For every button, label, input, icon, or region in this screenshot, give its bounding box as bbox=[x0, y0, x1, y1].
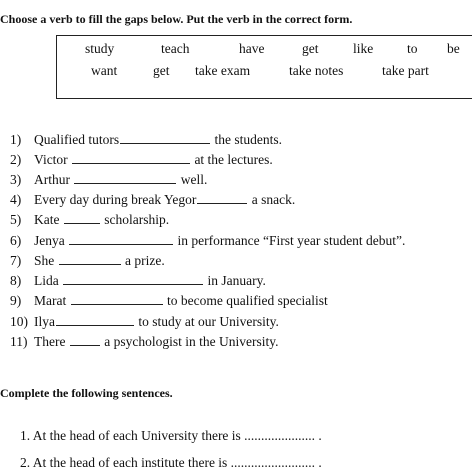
exercise-heading-choose-verb: Choose a verb to fill the gaps below. Put the verb in the correct form. bbox=[0, 12, 353, 26]
verb-take-exam: take exam bbox=[195, 63, 251, 78]
exercise-heading-complete: Complete the following sentences. bbox=[0, 386, 173, 400]
verb-teach: teach bbox=[161, 41, 190, 56]
verb-be: be bbox=[447, 41, 460, 56]
exercise-line-11: 11) There a psychologist in the University. bbox=[10, 334, 279, 349]
answer-gap[interactable] bbox=[56, 314, 134, 326]
answer-gap[interactable] bbox=[63, 273, 203, 285]
answer-gap[interactable] bbox=[69, 233, 173, 245]
verb-get: get bbox=[302, 41, 319, 56]
verb-like: like bbox=[353, 41, 374, 56]
answer-gap[interactable] bbox=[74, 172, 176, 184]
complete-sentence-2: 2. At the head of each institute there is ......................... . bbox=[20, 455, 322, 470]
exercise-line-5: 5) Kate scholarship. bbox=[10, 212, 170, 227]
answer-gap[interactable] bbox=[64, 212, 100, 224]
exercise-line-4: 4) Every day during break Yegor a snack. bbox=[10, 192, 296, 207]
answer-gap[interactable] bbox=[120, 132, 210, 144]
verb-to: to bbox=[407, 41, 418, 56]
complete-sentence-1: 1. At the head of each University there is ..................... . bbox=[20, 428, 322, 443]
verb-get-2: get bbox=[153, 63, 170, 78]
exercise-line-3: 3) Arthur well. bbox=[10, 172, 208, 187]
answer-gap[interactable] bbox=[70, 334, 100, 346]
verb-take-part: take part bbox=[382, 63, 429, 78]
exercise-line-9: 9) Marat to become qualified specialist bbox=[10, 293, 328, 308]
verb-study: study bbox=[85, 41, 115, 56]
exercise-line-6: 6) Jenya in performance “First year student debut”. bbox=[10, 233, 406, 248]
answer-gap[interactable] bbox=[71, 293, 163, 305]
verb-bank-box bbox=[56, 35, 472, 99]
exercise-line-2: 2) Victor at the lectures. bbox=[10, 152, 273, 167]
verb-want: want bbox=[91, 63, 118, 78]
exercise-line-7: 7) She a prize. bbox=[10, 253, 165, 268]
exercise-line-8: 8) Lida in January. bbox=[10, 273, 266, 288]
exercise-line-10: 10) Ilya to study at our University. bbox=[10, 314, 279, 329]
verb-have: have bbox=[239, 41, 265, 56]
answer-gap[interactable] bbox=[59, 253, 121, 265]
verb-take-notes: take notes bbox=[289, 63, 344, 78]
answer-gap[interactable] bbox=[72, 152, 190, 164]
answer-gap[interactable] bbox=[197, 192, 247, 204]
exercise-line-1: 1) Qualified tutors the students. bbox=[10, 132, 282, 147]
